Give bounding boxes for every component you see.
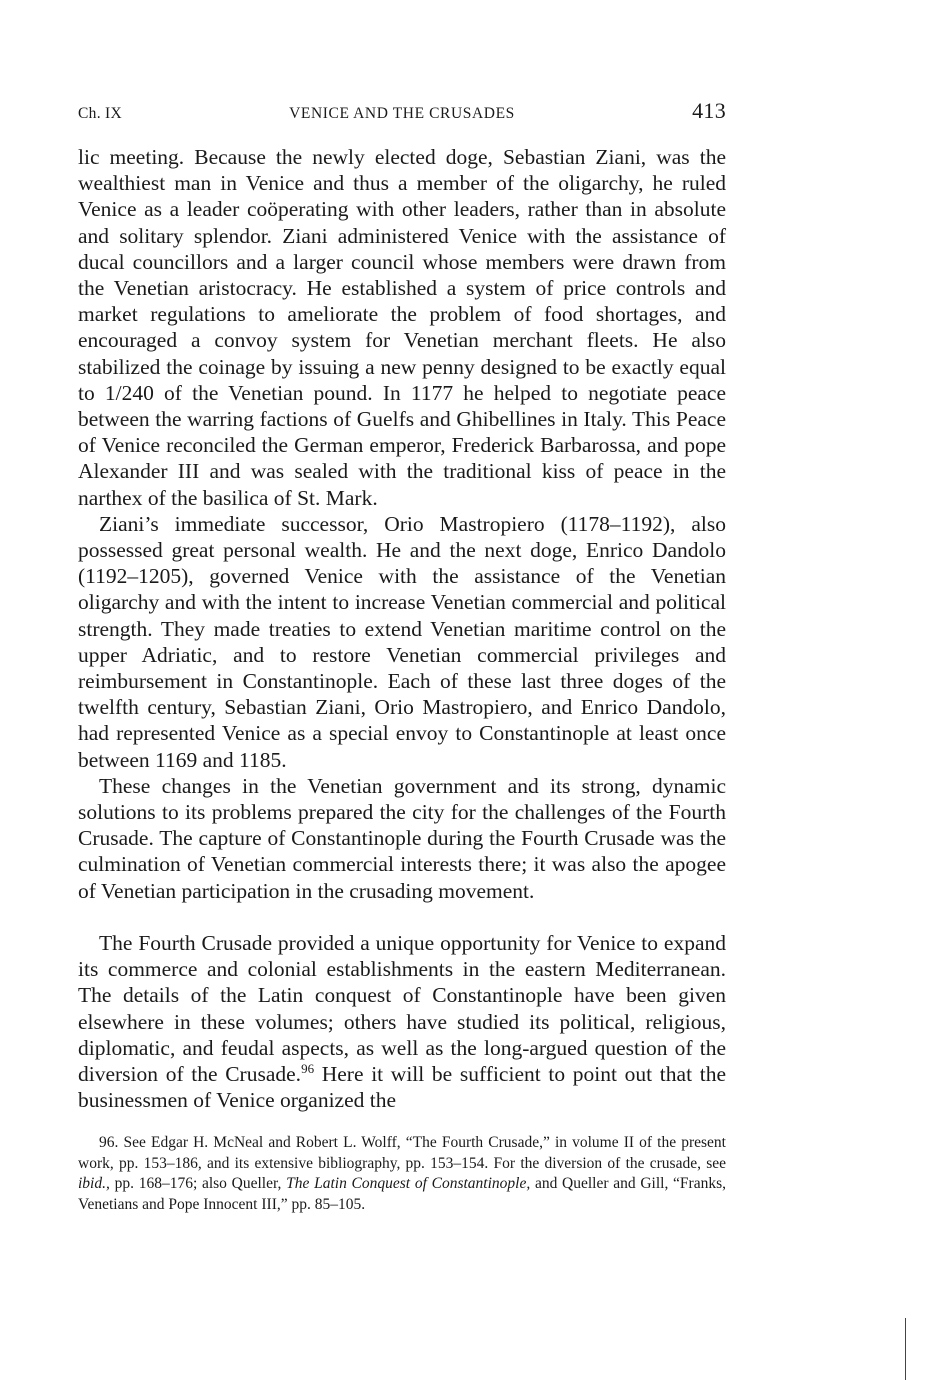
footnote-part-1: See Edgar H. McNeal and Robert L. Wolff, “The Fourth Crusade,” in volume II of the present work, pp. 153–186, and its extensive bibliography, pp. 153–154. For the diversion of the crusade, see xyxy=(78,1134,726,1172)
running-title: VENICE AND THE CRUSADES xyxy=(289,105,515,122)
paragraph-4-continuation: Here it will be sufficient to point out that the businessmen of Venice organized the xyxy=(78,1061,726,1113)
footnote-ibid: ibid., xyxy=(78,1175,110,1193)
footnote-part-2: pp. 168–176; also Queller, xyxy=(109,1175,287,1193)
footnote-number: 96. xyxy=(99,1134,119,1152)
paragraph-3: These changes in the Venetian government and its strong, dynamic solutions to its problems prepared the city for the challenges of the Fourth Crusade. The capture of Constantinople during the Fourth Crusade was the culmination of Venetian commercial interests there; it was also the apogee of Venetian participation in the crusading movement. xyxy=(78,773,726,903)
paragraph-4-text: The Fourth Crusade provided a unique opportunity for Venice to expand its commerce and colonial establishments in the eastern Mediterranean. The details of the Latin conquest of Constantinople have been given elsewhere in these volumes; others have studied its political, religious, diplomatic, and feudal aspects, as well as the long-argued question of the diversion of the Crusade. xyxy=(78,930,726,1086)
footnote-book-title: The Latin Conquest of Constantinople, xyxy=(286,1175,531,1193)
page-number: 413 xyxy=(692,98,726,123)
running-head xyxy=(78,96,726,126)
footnote-part-3: and Queller and Gill, “Franks, Venetians and Pope Innocent III,” pp. 85–105. xyxy=(78,1175,726,1213)
body-text xyxy=(78,144,726,1113)
footnote-text xyxy=(78,1133,726,1215)
book-page xyxy=(78,96,726,1215)
scan-margin-line xyxy=(905,1318,906,1380)
chapter-label: Ch. IX xyxy=(78,105,122,122)
paragraph-4 xyxy=(78,930,726,1113)
footnote-96 xyxy=(78,1133,726,1215)
paragraph-2: Ziani’s immediate successor, Orio Mastropiero (1178–1192), also possessed great personal wealth. He and the next doge, Enrico Dandolo (1192–1205), governed Venice with the assistance of the Venetian oligarchy and with the intent to increase Venetian commercial and political strength. They made treaties to extend Venetian maritime control on the upper Adriatic, and to restore Venetian commercial privileges and reimbursement in Constantinople. Each of these last three doges of the twelfth century, Sebastian Ziani, Orio Mastropiero, and Enrico Dandolo, had represented Venice as a special envoy to Constantinople at least once between 1169 and 1185. xyxy=(78,511,726,772)
paragraph-1: lic meeting. Because the newly elected doge, Sebastian Ziani, was the wealthiest man in Venice and thus a member of the oligarchy, he ruled Venice as a leader coöperating with other leaders, rather than in absolute and solitary splendor. Ziani administered Venice with the assistance of ducal councillors and a larger council whose members were drawn from the Venetian aristocracy. He established a system of price controls and market regulations to ameliorate the problem of food shortages, and encouraged a convoy system for Venetian merchant fleets. He also stabilized the coinage by issuing a new penny designed to be exactly equal to 1/240 of the Venetian pound. In 1177 he helped to negotiate peace between the warring factions of Guelfs and Ghibellines in Italy. This Peace of Venice reconciled the German emperor, Frederick Barbarossa, and pope Alexander III and was sealed with the traditional kiss of peace in the narthex of the basilica of St. Mark. xyxy=(78,145,726,510)
footnote-reference: 96 xyxy=(301,1060,315,1076)
